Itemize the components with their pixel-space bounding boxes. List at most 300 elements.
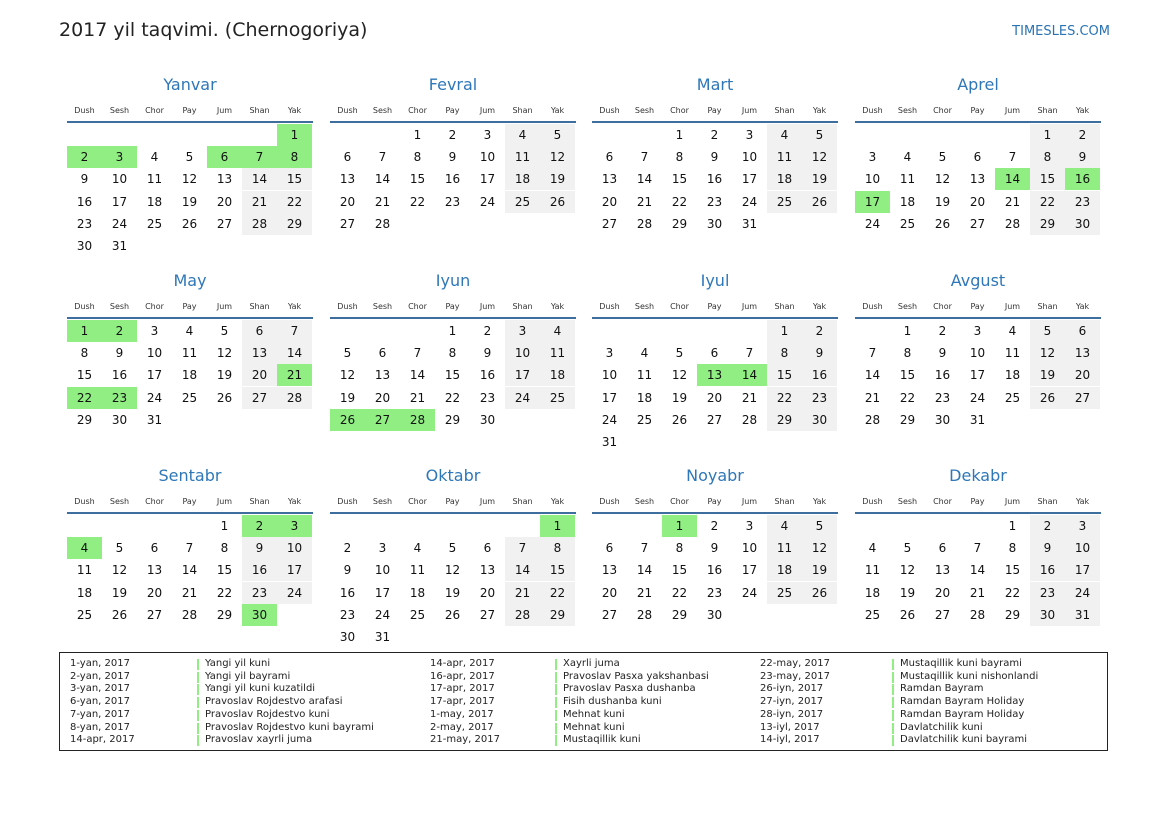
weekday-label: Sesh	[109, 106, 130, 115]
day-cell: 25	[146, 216, 163, 231]
day-cell: 25	[636, 412, 653, 427]
day-cell: 10	[479, 150, 496, 165]
holiday-day-cell: 14	[995, 168, 1030, 190]
holiday-day-cell: 3	[277, 515, 312, 537]
day-cell: 11	[767, 537, 802, 559]
weekday-label: Sesh	[634, 497, 655, 506]
weekday-label: Pay	[182, 302, 197, 311]
day-cell: 11	[146, 172, 163, 187]
weekday-label: Shan	[1037, 106, 1058, 115]
day-cell: 3	[605, 346, 614, 361]
day-cell: 20	[216, 194, 233, 209]
day-cell: 10	[505, 342, 540, 364]
day-cell: 2	[710, 128, 719, 142]
day-cell: 11	[767, 146, 802, 168]
legend-holiday-name: Ramdan Bayram	[900, 683, 984, 695]
legend-date: 1-yan, 2017	[70, 658, 130, 669]
day-cell: 16	[444, 172, 461, 187]
weekday-label: Pay	[970, 497, 985, 506]
day-cell: 28	[636, 216, 653, 231]
weekday-label: Pay	[707, 106, 722, 115]
legend-holiday-name: Mehnat kuni	[563, 721, 625, 733]
month-name: Mart	[696, 75, 734, 94]
day-cell: 13	[479, 563, 496, 578]
day-cell: 2	[448, 128, 457, 142]
day-cell: 5	[802, 124, 837, 146]
legend-date: 7-yan, 2017	[70, 708, 130, 720]
day-cell: 8	[413, 150, 422, 165]
month-aprel	[855, 75, 1101, 245]
legend-holiday-name: Davlatchilik kuni	[900, 721, 983, 733]
day-cell: 22	[277, 191, 312, 213]
day-cell: 22	[540, 582, 575, 604]
weekday-label: Dush	[74, 106, 95, 115]
day-cell: 16	[934, 368, 951, 383]
day-cell: 9	[483, 346, 492, 361]
day-cell: 23	[444, 194, 461, 209]
legend-color-marker	[197, 672, 199, 683]
legend-holiday-name: Ramdan Bayram Holiday	[900, 696, 1025, 708]
day-cell: 1	[413, 128, 422, 142]
day-cell: 4	[540, 320, 575, 342]
weekday-label: Sesh	[372, 302, 393, 311]
day-cell: 14	[505, 559, 540, 581]
day-cell: 3	[1065, 515, 1100, 537]
day-cell: 2	[483, 324, 492, 338]
weekday-label: Yak	[812, 106, 827, 115]
day-cell: 19	[181, 194, 198, 209]
day-cell: 27	[216, 216, 233, 231]
weekday-label: Chor	[933, 302, 952, 311]
day-cell: 8	[448, 346, 457, 361]
day-cell: 5	[540, 124, 575, 146]
month-may	[67, 271, 313, 441]
weekday-label: Pay	[970, 302, 985, 311]
legend-holiday-name: Mehnat kuni	[563, 708, 625, 720]
weekday-label: Yak	[812, 302, 827, 311]
legend-color-marker	[555, 710, 557, 721]
day-cell: 9	[343, 563, 352, 578]
day-cell: 14	[374, 172, 391, 187]
day-cell: 16	[802, 364, 837, 386]
day-cell: 5	[802, 515, 837, 537]
day-cell: 15	[540, 559, 575, 581]
weekday-label: Jum	[1004, 497, 1021, 506]
weekday-label: Dush	[74, 497, 95, 506]
day-cell: 4	[767, 515, 802, 537]
month-name: Fevral	[428, 75, 478, 94]
day-cell: 17	[479, 172, 496, 187]
weekday-label: Yak	[550, 497, 565, 506]
day-cell: 24	[374, 607, 391, 622]
day-cell: 31	[1065, 604, 1100, 626]
day-cell: 24	[479, 194, 496, 209]
holiday-day-cell: 27	[365, 409, 400, 431]
month-name: Oktabr	[425, 466, 481, 485]
legend-holiday-name: Pravoslav Rojdestvo arafasi	[205, 696, 343, 708]
legend-date: 26-iyn, 2017	[760, 683, 824, 695]
legend-color-marker	[555, 697, 557, 708]
legend-date: 13-iyl, 2017	[760, 721, 820, 733]
legend-color-marker	[197, 710, 199, 721]
day-cell: 16	[111, 368, 128, 383]
day-cell: 28	[741, 412, 758, 427]
day-cell: 22	[216, 585, 233, 600]
legend-holiday-name: Mustaqillik kuni nishonlandi	[900, 670, 1039, 682]
legend-holiday-name: Ramdan Bayram Holiday	[900, 708, 1025, 720]
day-cell: 31	[374, 630, 391, 644]
day-cell: 14	[864, 368, 881, 383]
legend-color-marker	[892, 659, 894, 670]
legend-date: 16-apr, 2017	[430, 670, 495, 682]
day-cell: 21	[374, 194, 391, 209]
site-link[interactable]: TIMESLES.COM	[1012, 24, 1110, 39]
weekday-label: Shan	[249, 302, 270, 311]
day-cell: 6	[150, 541, 159, 556]
day-cell: 18	[1004, 368, 1021, 383]
day-cell: 9	[448, 150, 457, 165]
day-cell: 13	[339, 172, 356, 187]
day-cell: 12	[1030, 342, 1065, 364]
day-cell: 20	[969, 194, 986, 209]
day-cell: 9	[710, 150, 719, 165]
day-cell: 27	[479, 607, 496, 622]
day-cell: 26	[111, 607, 128, 622]
day-cell: 26	[540, 191, 575, 213]
weekday-label: Sesh	[372, 497, 393, 506]
day-cell: 15	[767, 364, 802, 386]
day-cell: 19	[444, 585, 461, 600]
legend-date: 6-yan, 2017	[70, 696, 130, 708]
day-cell: 20	[146, 585, 163, 600]
day-cell: 11	[181, 346, 198, 361]
legend-date: 1-may, 2017	[430, 708, 494, 720]
day-cell: 1	[220, 519, 229, 533]
legend-date: 8-yan, 2017	[70, 721, 130, 733]
day-cell: 20	[934, 585, 951, 600]
day-cell: 8	[540, 537, 575, 559]
day-cell: 10	[864, 172, 881, 187]
weekday-label: Shan	[774, 302, 795, 311]
day-cell: 25	[767, 582, 802, 604]
month-fevral	[330, 75, 576, 245]
day-cell: 14	[636, 172, 653, 187]
header-divider	[592, 512, 838, 514]
weekday-label: Yak	[550, 302, 565, 311]
weekday-label: Yak	[287, 106, 302, 115]
day-cell: 11	[864, 563, 881, 578]
legend-color-marker	[892, 710, 894, 721]
day-cell: 2	[1065, 124, 1100, 146]
day-cell: 17	[146, 368, 163, 383]
day-cell: 4	[1008, 324, 1017, 338]
day-cell: 30	[706, 216, 723, 231]
month-name: Iyun	[435, 271, 471, 290]
day-cell: 18	[76, 585, 93, 600]
day-cell: 7	[277, 320, 312, 342]
month-name: May	[173, 271, 207, 290]
legend-color-marker	[555, 672, 557, 683]
day-cell: 20	[479, 585, 496, 600]
day-cell: 6	[938, 541, 947, 556]
day-cell: 21	[636, 585, 653, 600]
weekday-label: Jum	[1004, 302, 1021, 311]
day-cell: 9	[80, 172, 89, 187]
day-cell: 3	[745, 128, 754, 142]
day-cell: 21	[1004, 194, 1021, 209]
day-cell: 7	[640, 150, 649, 165]
day-cell: 12	[899, 563, 916, 578]
legend-color-marker	[892, 672, 894, 683]
legend-color-marker	[892, 697, 894, 708]
day-cell: 7	[973, 541, 982, 556]
day-cell: 24	[111, 216, 128, 231]
day-cell: 17	[741, 563, 758, 578]
weekday-label: Yak	[1075, 302, 1090, 311]
day-cell: 19	[540, 168, 575, 190]
day-cell: 8	[80, 346, 89, 361]
day-cell: 13	[1065, 342, 1100, 364]
day-cell: 9	[115, 346, 124, 361]
day-cell: 7	[505, 537, 540, 559]
day-cell: 6	[242, 320, 277, 342]
header-divider	[67, 512, 313, 514]
day-cell: 18	[767, 168, 802, 190]
weekday-label: Dush	[599, 302, 620, 311]
day-cell: 29	[1004, 607, 1021, 622]
holiday-day-cell: 7	[242, 146, 277, 168]
day-cell: 12	[111, 563, 128, 578]
day-cell: 20	[706, 390, 723, 405]
holiday-day-cell: 6	[207, 146, 242, 168]
day-cell: 11	[899, 172, 916, 187]
day-cell: 10	[741, 150, 758, 165]
weekday-label: Sesh	[897, 302, 918, 311]
day-cell: 2	[802, 320, 837, 342]
day-cell: 4	[150, 150, 159, 165]
month-name: Sentabr	[158, 466, 222, 485]
legend-color-marker	[197, 659, 199, 670]
day-cell: 17	[601, 390, 618, 405]
day-cell: 19	[802, 559, 837, 581]
day-cell: 13	[216, 172, 233, 187]
day-cell: 23	[706, 585, 723, 600]
legend-date: 14-apr, 2017	[430, 658, 495, 669]
day-cell: 6	[605, 150, 614, 165]
day-cell: 28	[864, 412, 881, 427]
holiday-day-cell: 4	[67, 537, 102, 559]
holiday-day-cell: 16	[1065, 168, 1100, 190]
holiday-legend	[59, 652, 1108, 751]
day-cell: 11	[636, 368, 653, 383]
day-cell: 18	[899, 194, 916, 209]
day-cell: 22	[767, 387, 802, 409]
header-divider	[592, 121, 838, 123]
day-cell: 24	[741, 194, 758, 209]
day-cell: 12	[181, 172, 198, 187]
day-cell: 16	[479, 368, 496, 383]
day-cell: 1	[448, 324, 457, 338]
header-divider	[330, 512, 576, 514]
day-cell: 5	[675, 346, 684, 361]
day-cell: 28	[181, 607, 198, 622]
day-cell: 2	[343, 541, 352, 556]
legend-color-marker	[555, 723, 557, 734]
day-cell: 9	[242, 537, 277, 559]
day-cell: 13	[934, 563, 951, 578]
day-cell: 25	[540, 387, 575, 409]
month-mart	[592, 75, 838, 245]
day-cell: 3	[378, 541, 387, 556]
legend-color-marker	[197, 684, 199, 695]
day-cell: 4	[640, 346, 649, 361]
month-noyabr	[592, 466, 838, 636]
weekday-label: Yak	[1075, 106, 1090, 115]
holiday-day-cell: 2	[242, 515, 277, 537]
weekday-label: Sesh	[109, 497, 130, 506]
weekday-label: Jum	[216, 497, 233, 506]
weekday-label: Sesh	[897, 106, 918, 115]
day-cell: 21	[969, 585, 986, 600]
legend-date: 14-apr, 2017	[70, 734, 135, 746]
weekday-label: Sesh	[897, 497, 918, 506]
month-iyul	[592, 271, 838, 449]
legend-date: 14-iyl, 2017	[760, 734, 820, 746]
day-cell: 3	[483, 128, 492, 142]
weekday-label: Dush	[337, 106, 358, 115]
day-cell: 31	[146, 412, 163, 427]
day-cell: 9	[938, 346, 947, 361]
month-yanvar	[67, 75, 313, 253]
weekday-label: Jum	[216, 106, 233, 115]
day-cell: 21	[409, 390, 426, 405]
day-cell: 13	[242, 342, 277, 364]
day-cell: 8	[1030, 146, 1065, 168]
holiday-day-cell: 23	[102, 387, 137, 409]
weekday-label: Yak	[287, 302, 302, 311]
holiday-day-cell: 13	[697, 364, 732, 386]
day-cell: 29	[899, 412, 916, 427]
holiday-day-cell: 17	[855, 191, 890, 213]
day-cell: 29	[216, 607, 233, 622]
day-cell: 17	[741, 172, 758, 187]
day-cell: 19	[111, 585, 128, 600]
holiday-day-cell: 1	[662, 515, 697, 537]
weekday-label: Pay	[707, 497, 722, 506]
weekday-label: Dush	[599, 497, 620, 506]
weekday-label: Jum	[741, 497, 758, 506]
day-cell: 24	[1065, 582, 1100, 604]
day-cell: 29	[1030, 213, 1065, 235]
weekday-label: Chor	[670, 106, 689, 115]
day-cell: 27	[601, 607, 618, 622]
day-cell: 11	[540, 342, 575, 364]
weekday-label: Shan	[774, 497, 795, 506]
day-cell: 1	[767, 320, 802, 342]
day-cell: 5	[115, 541, 124, 556]
day-cell: 15	[216, 563, 233, 578]
weekday-label: Yak	[287, 497, 302, 506]
legend-holiday-name: Davlatchilik kuni bayrami	[900, 734, 1027, 746]
holiday-day-cell: 1	[67, 320, 102, 342]
day-cell: 15	[899, 368, 916, 383]
day-cell: 26	[444, 607, 461, 622]
holiday-day-cell: 14	[732, 364, 767, 386]
day-cell: 30	[802, 409, 837, 431]
day-cell: 16	[706, 172, 723, 187]
day-cell: 10	[277, 537, 312, 559]
legend-date: 17-apr, 2017	[430, 696, 495, 708]
day-cell: 8	[1008, 541, 1017, 556]
legend-date: 28-iyn, 2017	[760, 708, 824, 720]
day-cell: 22	[409, 194, 426, 209]
day-cell: 18	[864, 585, 881, 600]
day-cell: 3	[745, 519, 754, 533]
weekday-label: Pay	[707, 302, 722, 311]
holiday-day-cell: 3	[102, 146, 137, 168]
legend-holiday-name: Mustaqillik kuni bayrami	[900, 658, 1022, 669]
day-cell: 30	[479, 412, 496, 427]
day-cell: 30	[934, 412, 951, 427]
day-cell: 10	[741, 541, 758, 556]
day-cell: 27	[969, 216, 986, 231]
day-cell: 21	[741, 390, 758, 405]
legend-holiday-name: Fisih dushanba kuni	[563, 696, 662, 708]
day-cell: 29	[671, 607, 688, 622]
month-name: Iyul	[700, 271, 730, 290]
day-cell: 15	[444, 368, 461, 383]
day-cell: 19	[1030, 364, 1065, 386]
day-cell: 29	[277, 213, 312, 235]
month-name: Dekabr	[949, 466, 1007, 485]
weekday-label: Shan	[512, 302, 533, 311]
day-cell: 29	[76, 412, 93, 427]
day-cell: 7	[745, 346, 754, 361]
legend-holiday-name: Pravoslav Pasxa dushanba	[563, 683, 696, 695]
day-cell: 22	[1030, 191, 1065, 213]
legend-holiday-name: Xayrli juma	[563, 658, 620, 669]
weekday-label: Sesh	[372, 106, 393, 115]
month-name: Aprel	[957, 75, 999, 94]
day-cell: 26	[802, 582, 837, 604]
legend-date: 17-apr, 2017	[430, 683, 495, 695]
legend-holiday-name: Pravoslav Pasxa yakshanbasi	[563, 670, 709, 682]
day-cell: 31	[111, 239, 128, 253]
day-cell: 6	[483, 541, 492, 556]
holiday-day-cell: 28	[400, 409, 435, 431]
day-cell: 15	[1004, 563, 1021, 578]
day-cell: 27	[339, 216, 356, 231]
day-cell: 26	[802, 191, 837, 213]
legend-holiday-name: Yangi yil kuni	[205, 658, 271, 669]
weekday-label: Chor	[408, 302, 427, 311]
legend-color-marker	[892, 735, 894, 746]
day-cell: 28	[505, 604, 540, 626]
day-cell: 24	[146, 390, 163, 405]
legend-date: 22-may, 2017	[760, 658, 830, 669]
day-cell: 30	[706, 607, 723, 622]
day-cell: 23	[1030, 582, 1065, 604]
page-title: 2017 yil taqvimi. (Chernogoriya)	[59, 19, 368, 41]
day-cell: 14	[636, 563, 653, 578]
day-cell: 16	[339, 585, 356, 600]
weekday-label: Chor	[145, 497, 164, 506]
weekday-label: Yak	[550, 106, 565, 115]
day-cell: 13	[601, 172, 618, 187]
day-cell: 20	[374, 390, 391, 405]
day-cell: 22	[1004, 585, 1021, 600]
month-name: Yanvar	[163, 75, 217, 94]
